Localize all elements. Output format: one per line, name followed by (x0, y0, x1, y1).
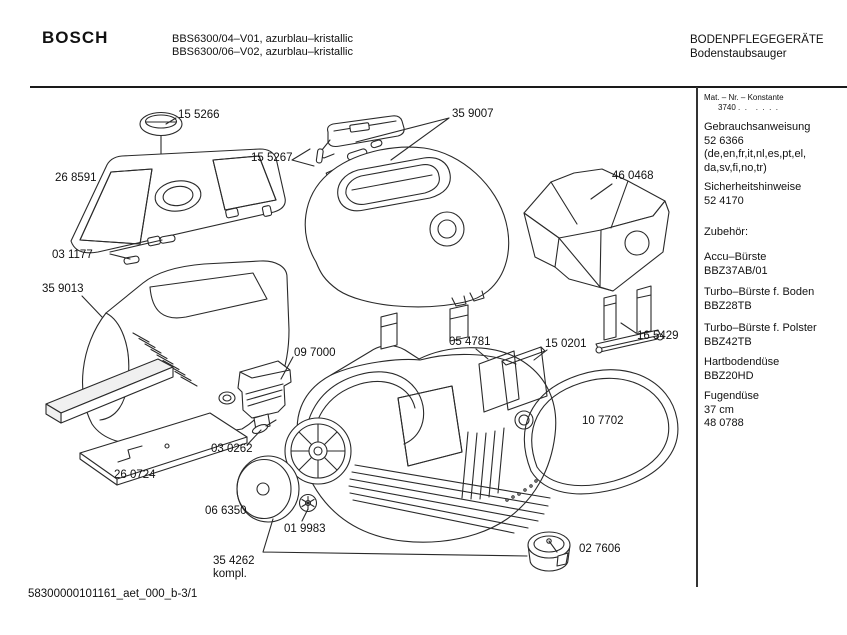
section-line: (de,en,fr,it,nl,es,pt,el, (704, 148, 807, 160)
part-label-460468: 46 0468 (612, 170, 654, 182)
part-drawing-body-359007 (305, 147, 508, 307)
section-line: Turbo–Bürste f. Boden (704, 286, 815, 298)
section-line: Gebrauchsanweisung (704, 121, 811, 133)
part-drawing-caster-027606 (528, 532, 570, 571)
section-line: BBZ20HD (704, 369, 754, 382)
part-drawing-chassis-354262 (285, 305, 556, 542)
part-label-165429: 16 5429 (637, 330, 679, 342)
material-number-value: 3740 . . . . . . (718, 103, 779, 112)
part-label-066350: 06 6350 (205, 505, 247, 517)
part-label-019983: 01 9983 (284, 523, 326, 535)
model-variant-2: BBS6300/06–V02, azurblau–kristallic (172, 46, 354, 58)
section-line: da,sv,fi,no,tr) (704, 161, 767, 174)
section-line: 37 cm (704, 403, 734, 416)
part-label-155267: 15 5267 (251, 152, 293, 164)
part-label-260724: 26 0724 (114, 469, 156, 481)
product-type: Bodenstaubsauger (690, 48, 787, 60)
part-label-268591: 26 8591 (55, 172, 97, 184)
section-line: Accu–Bürste (704, 251, 767, 263)
part-label-359013: 35 9013 (42, 283, 84, 295)
part-label-107702: 10 7702 (582, 415, 624, 427)
model-variant-1: BBS6300/04–V01, azurblau–kristallic (172, 33, 354, 45)
part-label-359007: 35 9007 (452, 108, 494, 120)
bosch-logo: BOSCH (42, 28, 109, 47)
part-label-150201: 15 0201 (545, 338, 587, 350)
part-label-097000: 09 7000 (294, 347, 336, 359)
section-line: Sicherheitshinweise (704, 181, 802, 193)
section-line: Hartbodendüse (704, 356, 780, 368)
section-line: 52 4170 (704, 194, 744, 207)
part-drawing-grille-268591 (71, 149, 285, 253)
part-label-030262: 03 0262 (211, 443, 253, 455)
section-line: Fugendüse (704, 390, 760, 402)
part-drawing-bagholder-165429 (596, 286, 663, 353)
section-line: Turbo–Bürste f. Polster (704, 322, 817, 334)
part-label-031177: 03 1177 (52, 249, 93, 261)
division-title: BODENPFLEGEGERÄTE (690, 34, 824, 46)
part-label-354262: 35 4262 (213, 555, 255, 567)
section-line: 52 6366 (704, 134, 744, 147)
section-line: BBZ37AB/01 (704, 264, 768, 277)
section-line: 48 0788 (704, 417, 744, 429)
section-line: BBZ28TB (704, 299, 752, 312)
part-label-054781: 05 4781 (449, 336, 491, 348)
material-number-label: Mat. – Nr. – Konstante (704, 93, 784, 102)
section-line: Zubehör: (704, 226, 749, 238)
part-label-155266: 15 5266 (178, 109, 220, 121)
part-label-354262-suffix: kompl. (213, 568, 247, 580)
part-drawing-dustbag-460468 (524, 169, 669, 291)
section-line: BBZ42TB (704, 335, 752, 348)
document-number: 58300000101161_aet_000_b-3/1 (28, 588, 198, 600)
part-label-027606: 02 7606 (579, 543, 621, 555)
